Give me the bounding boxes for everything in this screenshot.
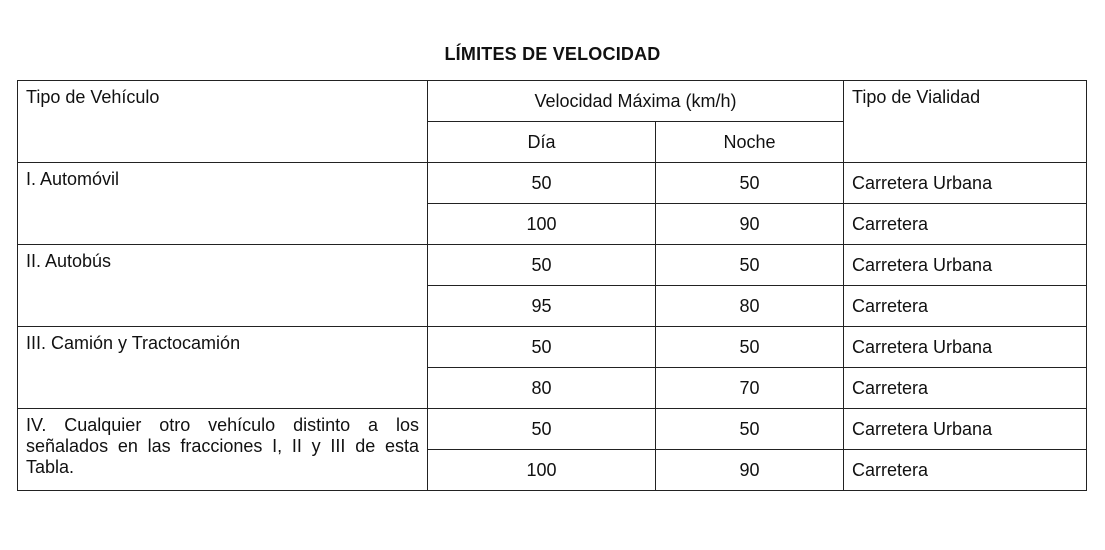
day-speed-cell: 50 (428, 245, 656, 286)
vehicle-cell: III. Camión y Tractocamión (18, 327, 428, 409)
header-night: Noche (656, 122, 844, 163)
day-speed-cell: 95 (428, 286, 656, 327)
road-type-cell: Carretera (844, 204, 1087, 245)
header-row (18, 81, 1087, 122)
night-speed-cell: 70 (656, 368, 844, 409)
day-speed-cell: 100 (428, 450, 656, 491)
header-max-speed: Velocidad Máxima (km/h) (428, 81, 844, 122)
header-road-type: Tipo de Vialidad (844, 81, 1087, 163)
road-type-cell: Carretera (844, 368, 1087, 409)
night-speed-cell: 50 (656, 245, 844, 286)
day-speed-cell: 100 (428, 204, 656, 245)
vehicle-cell: II. Autobús (18, 245, 428, 327)
day-speed-cell: 50 (428, 327, 656, 368)
table-row (18, 163, 1087, 204)
road-type-cell: Carretera Urbana (844, 163, 1087, 204)
night-speed-cell: 50 (656, 327, 844, 368)
header-vehicle-type: Tipo de Vehículo (18, 81, 428, 163)
header-day: Día (428, 122, 656, 163)
vehicle-cell: I. Automóvil (18, 163, 428, 245)
night-speed-cell: 80 (656, 286, 844, 327)
table-row (18, 327, 1087, 368)
night-speed-cell: 50 (656, 163, 844, 204)
day-speed-cell: 50 (428, 409, 656, 450)
road-type-cell: Carretera (844, 450, 1087, 491)
vehicle-cell: IV. Cualquier otro vehículo distinto a los señalados en las fracciones I, II y III de esta Tabla. (18, 409, 428, 491)
page-title: LÍMITES DE VELOCIDAD (444, 44, 661, 64)
road-type-cell: Carretera Urbana (844, 245, 1087, 286)
day-speed-cell: 50 (428, 163, 656, 204)
road-type-cell: Carretera (844, 286, 1087, 327)
night-speed-cell: 90 (656, 204, 844, 245)
road-type-cell: Carretera Urbana (844, 409, 1087, 450)
road-type-cell: Carretera Urbana (844, 327, 1087, 368)
day-speed-cell: 80 (428, 368, 656, 409)
table-row (18, 245, 1087, 286)
table-row (18, 409, 1087, 450)
speed-limits-table (17, 80, 1087, 491)
night-speed-cell: 50 (656, 409, 844, 450)
night-speed-cell: 90 (656, 450, 844, 491)
